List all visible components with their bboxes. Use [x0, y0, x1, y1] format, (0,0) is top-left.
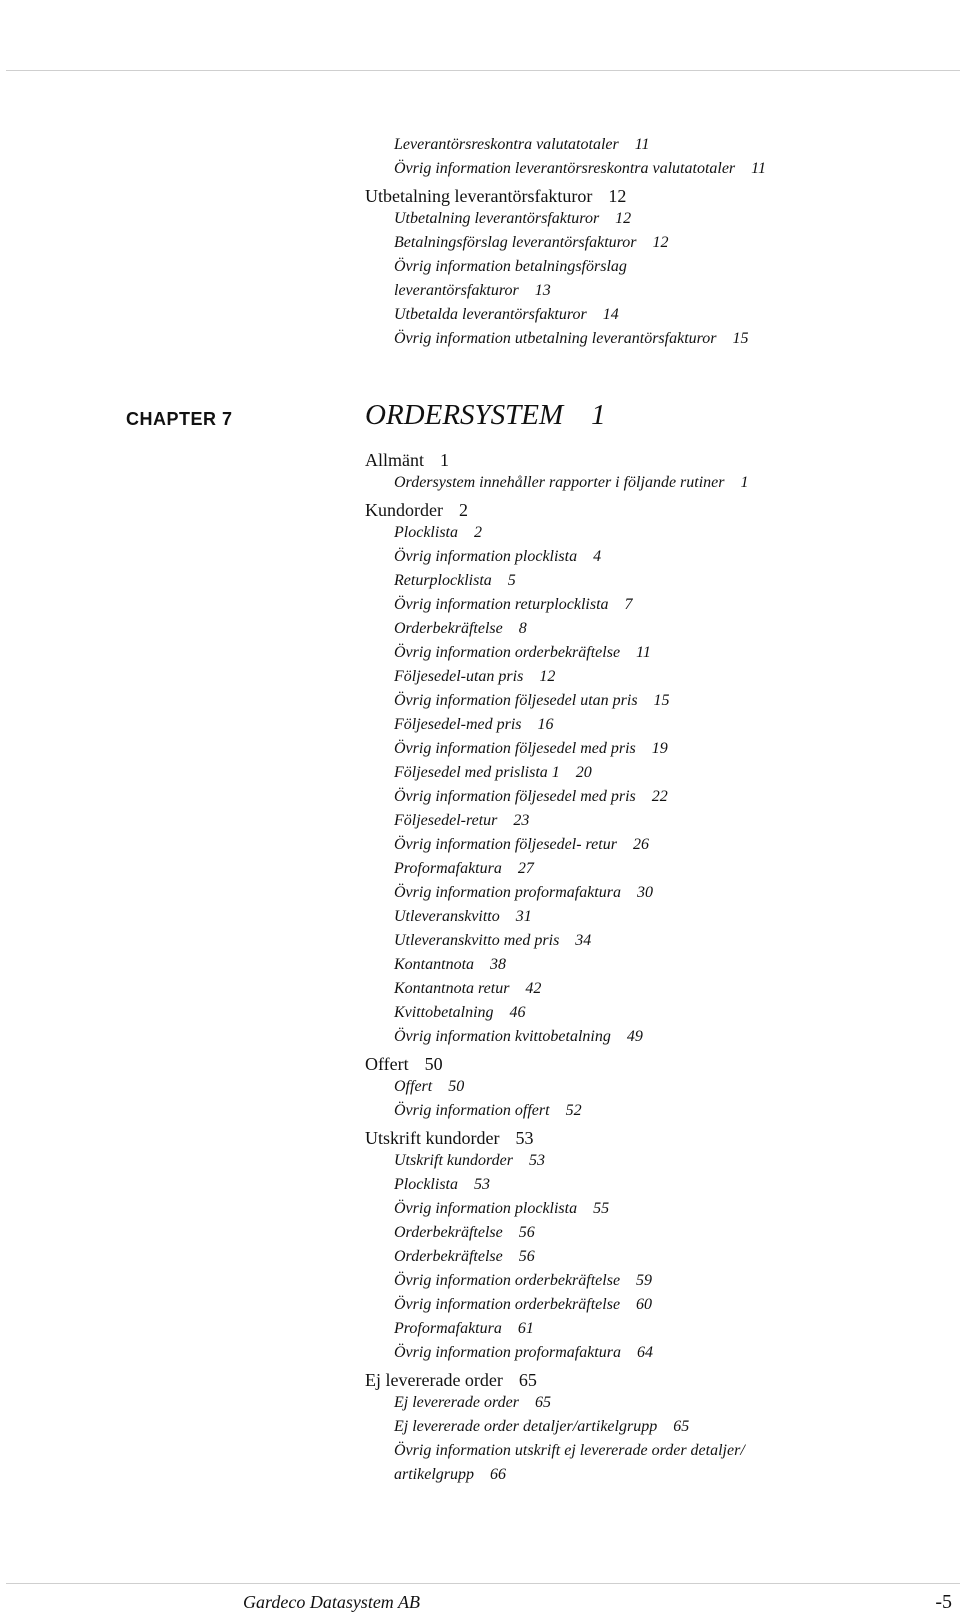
toc-subentry	[394, 258, 627, 276]
footer-company: Gardeco Datasystem AB	[243, 1592, 420, 1612]
toc-entry-title: Övrig information betalningsförslag	[394, 258, 627, 275]
toc-entry-page-number: 7	[624, 596, 633, 613]
toc-entry-title: Övrig information kvittobetalning	[394, 1028, 611, 1045]
toc-entry-page-number: 20	[575, 764, 592, 781]
toc-entry-page-number: 12	[615, 210, 632, 227]
toc-entry-page-number: 11	[634, 136, 650, 153]
toc-entry-page-number: 22	[651, 788, 668, 805]
toc-entry-page-number: 38	[490, 956, 507, 973]
toc-entry-page-number: 53	[515, 1128, 534, 1148]
toc-entry-page-number: 31	[515, 908, 532, 925]
toc-entry-title: Övrig information följesedel- retur	[394, 836, 617, 853]
toc-subentry	[394, 282, 551, 300]
toc-subentry	[394, 644, 651, 662]
toc-subentry	[394, 1004, 526, 1022]
chapter-title-text: ORDERSYSTEM	[365, 399, 564, 431]
toc-entry-title: Ej levererade order	[365, 1370, 503, 1390]
toc-entry-title: Ej levererade order	[394, 1394, 519, 1411]
toc-subentry	[394, 1152, 545, 1170]
toc-heading-entry	[365, 450, 449, 471]
toc-entry-title: Offert	[394, 1078, 433, 1095]
toc-entry-title: Följesedel-retur	[394, 812, 498, 829]
toc-entry-page-number: 59	[636, 1272, 653, 1289]
toc-entry-page-number: 5	[507, 572, 516, 589]
toc-heading-entry	[365, 1054, 443, 1075]
toc-entry-title: Utbetalning leverantörsfakturor	[365, 186, 593, 206]
toc-entry-page-number: 2	[458, 500, 468, 520]
toc-entry-title: Utleveranskvitto med pris	[394, 932, 560, 949]
toc-subentry	[394, 932, 591, 950]
toc-entry-title: Övrig information följesedel utan pris	[394, 692, 638, 709]
toc-entry-page-number: 12	[652, 234, 669, 251]
toc-entry-title: Kontantnota	[394, 956, 475, 973]
toc-subentry	[394, 764, 592, 782]
toc-entry-page-number: 12	[539, 668, 556, 685]
toc-entry-page-number: 50	[424, 1054, 443, 1074]
toc-entry-page-number: 19	[651, 740, 668, 757]
toc-entry-page-number: 26	[632, 836, 649, 853]
toc-heading-entry	[365, 500, 468, 521]
bottom-rule	[6, 1583, 960, 1584]
toc-entry-page-number: 16	[537, 716, 554, 733]
toc-subentry	[394, 210, 631, 228]
toc-entry-page-number: 52	[565, 1102, 582, 1119]
chapter-label: CHAPTER 7	[126, 409, 233, 429]
toc-entry-page-number: 56	[518, 1224, 535, 1241]
toc-entry-page-number: 56	[518, 1248, 535, 1265]
toc-entry-page-number: 11	[751, 160, 766, 177]
toc-entry-page-number: 49	[626, 1028, 643, 1045]
toc-entry-page-number: 1	[440, 450, 449, 470]
toc-entry-title: Övrig information orderbekräftelse	[394, 644, 621, 661]
toc-entry-page-number: 46	[509, 1004, 526, 1021]
toc-heading-entry	[365, 1370, 537, 1391]
toc-subentry	[394, 160, 766, 178]
toc-subentry	[394, 474, 749, 492]
toc-subentry	[394, 908, 532, 926]
toc-entry-title: Övrig information leverantörsreskontra valutatotaler	[394, 160, 736, 177]
toc-entry-title: Leverantörsreskontra valutatotaler	[394, 136, 619, 153]
toc-entry-page-number: 66	[490, 1466, 506, 1483]
toc-entry-page-number: 4	[593, 548, 602, 565]
toc-entry-title: Kvittobetalning	[394, 1004, 494, 1021]
toc-entry-title: leverantörsfakturor	[394, 282, 519, 299]
toc-entry-title: Offert	[365, 1054, 409, 1074]
toc-subentry	[394, 1466, 506, 1484]
toc-entry-title: Övrig information följesedel med pris	[394, 740, 636, 757]
toc-entry-page-number: 55	[593, 1200, 610, 1217]
toc-subentry	[394, 836, 649, 854]
toc-entry-page-number: 60	[636, 1296, 653, 1313]
toc-entry-page-number: 14	[602, 306, 619, 323]
toc-subentry	[394, 1296, 652, 1314]
toc-entry-title: Övrig information utbetalning leverantörsfakturor	[394, 330, 717, 347]
toc-subentry	[394, 524, 482, 542]
toc-entry-title: Utskrift kundorder	[394, 1152, 513, 1169]
toc-entry-title: Övrig information plocklista	[394, 1200, 578, 1217]
toc-entry-title: Ej levererade order detaljer/artikelgrupp	[394, 1418, 658, 1435]
toc-subentry	[394, 1394, 551, 1412]
toc-entry-page-number: 65	[535, 1394, 551, 1411]
toc-subentry	[394, 306, 619, 324]
toc-entry-title: Övrig information plocklista	[394, 548, 578, 565]
toc-subentry	[394, 620, 527, 638]
toc-entry-title: Proformafaktura	[394, 860, 502, 877]
toc-entry-title: Följesedel-med pris	[394, 716, 522, 733]
toc-entry-page-number: 64	[636, 1344, 653, 1361]
toc-subentry	[394, 1344, 653, 1362]
toc-subentry	[394, 1272, 652, 1290]
toc-entry-title: Allmänt	[365, 450, 424, 470]
toc-entry-title: Betalningsförslag leverantörsfakturor	[394, 234, 637, 251]
toc-entry-title: Övrig information proformafaktura	[394, 1344, 621, 1361]
toc-entry-page-number: 30	[636, 884, 653, 901]
toc-entry-title: Utleveranskvitto	[394, 908, 500, 925]
toc-subentry	[394, 1418, 689, 1436]
toc-entry-page-number: 65	[673, 1418, 690, 1435]
toc-subentry	[394, 740, 668, 758]
toc-subentry	[394, 548, 601, 566]
toc-subentry	[394, 788, 668, 806]
toc-entry-title: Övrig information utskrift ej levererade order detaljer/	[394, 1442, 745, 1459]
toc-entry-page-number: 42	[525, 980, 542, 997]
toc-entry-title: Övrig information returplocklista	[394, 596, 609, 613]
toc-entry-title: Övrig information offert	[394, 1102, 550, 1119]
toc-entry-title: Följesedel-utan pris	[394, 668, 524, 685]
footer-page-number: -5	[935, 1591, 952, 1613]
toc-entry-title: Övrig information orderbekräftelse	[394, 1296, 621, 1313]
top-rule	[6, 70, 960, 71]
toc-entry-title: Orderbekräftelse	[394, 1248, 503, 1265]
toc-entry-page-number: 23	[513, 812, 530, 829]
toc-entry-page-number: 34	[575, 932, 592, 949]
toc-entry-title: Övrig information proformafaktura	[394, 884, 621, 901]
toc-entry-page-number: 53	[528, 1152, 545, 1169]
toc-entry-page-number: 65	[518, 1370, 537, 1390]
toc-entry-page-number: 8	[518, 620, 527, 637]
toc-subentry	[394, 980, 541, 998]
toc-entry-title: Returplocklista	[394, 572, 492, 589]
toc-entry-page-number: 12	[608, 186, 627, 206]
toc-subentry	[394, 1224, 535, 1242]
toc-entry-title: Utbetalning leverantörsfakturor	[394, 210, 600, 227]
toc-subentry	[394, 1442, 745, 1460]
toc-entry-title: Plocklista	[394, 1176, 458, 1193]
toc-entry-title: Plocklista	[394, 524, 458, 541]
toc-subentry	[394, 1248, 535, 1266]
toc-entry-title: Övrig information följesedel med pris	[394, 788, 636, 805]
toc-subentry	[394, 330, 749, 348]
toc-entry-title: Proformafaktura	[394, 1320, 502, 1337]
toc-subentry	[394, 572, 516, 590]
toc-subentry	[394, 1028, 643, 1046]
toc-subentry	[394, 692, 670, 710]
toc-entry-page-number: 15	[653, 692, 670, 709]
toc-entry-page-number: 50	[448, 1078, 465, 1095]
toc-entry-title: Följesedel med prislista 1	[394, 764, 560, 781]
toc-subentry	[394, 1200, 609, 1218]
toc-entry-page-number: 11	[636, 644, 651, 661]
toc-entry-title: Övrig information orderbekräftelse	[394, 1272, 621, 1289]
toc-entry-page-number: 27	[517, 860, 534, 877]
toc-entry-page-number: 1	[740, 474, 749, 491]
toc-entry-title: Orderbekräftelse	[394, 620, 503, 637]
toc-subentry	[394, 136, 650, 154]
toc-subentry	[394, 860, 534, 878]
toc-subentry	[394, 812, 529, 830]
chapter-page-number: 1	[591, 399, 606, 431]
toc-entry-title: Kontantnota retur	[394, 980, 510, 997]
toc-entry-page-number: 53	[473, 1176, 490, 1193]
toc-entry-title: Utskrift kundorder	[365, 1128, 500, 1148]
toc-subentry	[394, 716, 554, 734]
toc-subentry	[394, 884, 653, 902]
toc-subentry	[394, 668, 555, 686]
toc-entry-page-number: 61	[517, 1320, 534, 1337]
toc-entry-page-number: 13	[534, 282, 551, 299]
toc-entry-title: artikelgrupp	[394, 1466, 474, 1483]
toc-entry-title: Utbetalda leverantörsfakturor	[394, 306, 587, 323]
toc-subentry	[394, 1102, 582, 1120]
chapter-title	[365, 399, 606, 432]
toc-subentry	[394, 234, 669, 252]
toc-entry-title: Orderbekräftelse	[394, 1224, 503, 1241]
toc-subentry	[394, 1176, 490, 1194]
toc-subentry	[394, 956, 506, 974]
toc-subentry	[394, 1320, 534, 1338]
toc-entry-page-number: 15	[732, 330, 749, 347]
toc-entry-page-number: 2	[473, 524, 482, 541]
toc-entry-title: Kundorder	[365, 500, 443, 520]
toc-entry-title: Ordersystem innehåller rapporter i följande rutiner	[394, 474, 725, 491]
toc-subentry	[394, 1078, 464, 1096]
toc-heading-entry	[365, 1128, 533, 1149]
toc-subentry	[394, 596, 633, 614]
toc-heading-entry	[365, 186, 626, 207]
